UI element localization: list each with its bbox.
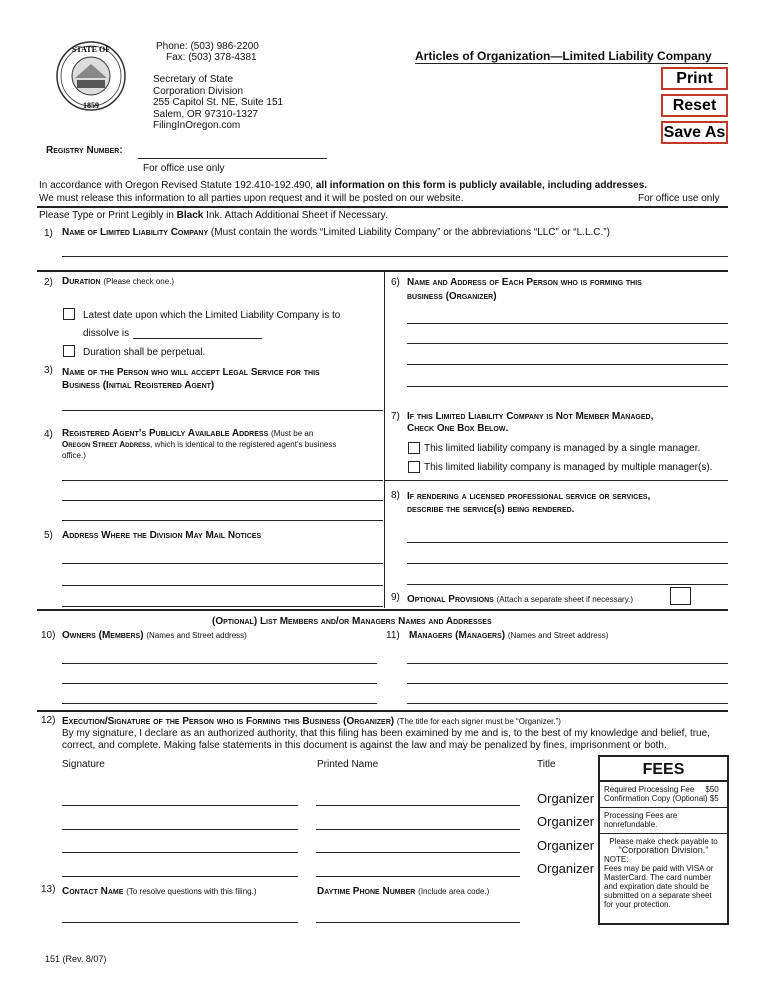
fee-nonrefundable: Processing Fees are nonrefundable. [600,807,727,829]
s3-number: 3) [44,365,53,376]
organizer-title-2: Organizer [537,814,595,829]
fee-note: Fees may be paid with VISA or MasterCard. The card number and expiration date should be submitted on a separate sheet for your protection. [604,864,714,909]
multiple-managers-checkbox[interactable] [408,461,420,473]
agency-line: 255 Capitol St. NE, Suite 151 [153,97,284,108]
phone-block [156,41,259,63]
s12-number: 12) [41,715,56,726]
s2-number: 2) [44,277,53,288]
registered-agent-name-field[interactable] [62,410,383,411]
s11-number: 11) [386,630,400,641]
s5-heading: Address Where the Division May Mail Notices [62,530,262,541]
s12-heading: Execution/Signature of the Person who is Forming this Business (Organizer) (The title for each signer must be “Organizer.”) [62,716,561,727]
optional-provisions-checkbox[interactable] [670,587,691,605]
owner-line-2[interactable] [62,683,377,684]
s2-opt1b: dissolve is [83,328,130,339]
s9-number: 9) [391,592,400,603]
dissolve-date-field[interactable] [133,338,262,339]
single-manager-checkbox[interactable] [408,442,420,454]
public-notice: In accordance with Oregon Revised Statute 192.410-192.490, all information on this form is publicly available, including addresses. [39,180,648,191]
s4-number: 4) [44,429,53,440]
perpetual-checkbox[interactable] [63,345,75,357]
s3-heading: Name of the Person who will accept Legal Service for this Business (Initial Registered Agent) [62,367,320,391]
s10-heading: Owners (Members) (Names and Street address) [62,630,247,641]
s6-number: 6) [391,277,400,288]
signature-line-2[interactable] [62,829,298,830]
instructions: Please Type or Print Legibly in Black Ink. Attach Additional Sheet if Necessary. [39,210,388,221]
s1-number: 1) [44,228,53,239]
svg-text:1859: 1859 [83,101,99,110]
agency-line: Salem, OR 97310-1327 [153,108,259,120]
fee-note-label: NOTE: [604,855,629,864]
s10-number: 10) [41,630,56,641]
s8-number: 8) [391,490,400,501]
form-revision: 151 (Rev. 8/07) [45,954,107,964]
s13-phone-heading: Daytime Phone Number (Include area code.) [317,886,490,897]
service-line-3[interactable] [407,584,728,585]
fees-box [598,755,729,925]
agent-address-line-3[interactable] [62,520,383,521]
registry-label: Registry Number: [46,145,123,156]
signature-line-4[interactable] [62,876,298,877]
latest-date-checkbox[interactable] [63,308,75,320]
s2-heading: Duration (Please check one.) [62,276,175,287]
service-line-1[interactable] [407,542,728,543]
s5-number: 5) [44,530,53,541]
form-title: Articles of Organization—Limited Liability Company [415,49,712,63]
manager-line-2[interactable] [407,683,728,684]
reset-button[interactable]: Reset [661,94,728,117]
manager-line-3[interactable] [407,703,728,704]
s1-heading: Name of Limited Liability Company (Must contain the words “Limited Liability Company” or the abbreviations “LLC” or “L.L.C.”) [62,227,610,238]
release-notice: We must release this information to all parties upon request and it will be posted on our website. [39,193,464,204]
fee-payee: “Corporation Division.” [618,845,709,855]
svg-text:STATE OF: STATE OF [71,45,111,54]
printed-name-line-2[interactable] [316,829,520,830]
fee-confirmation: Confirmation Copy (Optional) $5 [604,794,719,803]
state-seal [55,36,127,116]
printed-name-line-1[interactable] [316,805,520,806]
optional-heading: (Optional) List Members and/or Managers Names and Addresses [212,616,492,627]
s9-heading: Optional Provisions (Attach a separate sheet if necessary.) [407,594,633,605]
organizer-title-1: Organizer [537,791,595,806]
daytime-phone-field[interactable] [316,922,520,923]
organizer-line-3[interactable] [407,364,728,365]
s4-heading: Registered Agent’s Publicly Available Address (Must be an Oregon Street Address, which is identical to the registered agent’s business office.) [62,428,337,460]
print-button[interactable]: Print [661,67,728,90]
s2-opt1a: Latest date upon which the Limited Liability Company is to [83,310,341,321]
agent-address-line-2[interactable] [62,500,383,501]
organizer-title-4: Organizer [537,861,595,876]
agency-line: Corporation Division [153,85,244,97]
mail-address-line-1[interactable] [62,563,383,564]
manager-line-1[interactable] [407,663,728,664]
fee-payable: Please make check payable to [600,833,727,846]
printed-name-line-3[interactable] [316,852,520,853]
organizer-line-2[interactable] [407,343,728,344]
s7-heading: If this Limited Liability Company is Not Member Managed, Check One Box Below. [407,411,654,434]
s7-opt2: This limited liability company is managed by multiple manager(s). [424,462,713,473]
organizer-title-3: Organizer [537,838,595,853]
fax: Fax: (503) 378-4381 [166,52,257,63]
printed-name-line-4[interactable] [316,876,520,877]
declaration: By my signature, I declare as an authorized authority, that this filing has been examined by me and is, to the best of my knowledge and belief, true, correct, and complete. Making false statements in this document is against the law and may be penalized by fines, imprisonment or both. [62,728,710,751]
organizer-line-4[interactable] [407,386,728,387]
llc-name-field[interactable] [62,256,728,257]
mail-address-line-3[interactable] [62,606,383,607]
agent-address-line-1[interactable] [62,480,383,481]
office-use-note: For office use only [143,163,225,174]
signature-col: Signature [62,759,105,770]
registry-number-field[interactable] [138,158,327,159]
signature-line-3[interactable] [62,852,298,853]
s13-number: 13) [41,884,56,895]
agency-address [153,74,283,132]
mail-address-line-2[interactable] [62,585,383,586]
s6-heading: Name and Address of Each Person who is forming this business (Organizer) [407,277,642,302]
printed-name-col: Printed Name [317,759,379,770]
title-col: Title [537,759,556,770]
s7-number: 7) [391,411,400,422]
s11-heading: Managers (Managers) (Names and Street address) [409,630,609,641]
contact-name-field[interactable] [62,922,298,923]
fee-processing: Required Processing Fee $50 [604,785,719,794]
service-line-2[interactable] [407,563,728,564]
organizer-line-1[interactable] [407,323,728,324]
office-use-right: For office use only [638,193,720,204]
owner-line-3[interactable] [62,703,377,704]
s2-opt2: Duration shall be perpetual. [83,347,206,358]
signature-line-1[interactable] [62,805,298,806]
s8-heading: If rendering a licensed professional service or services, describe the service(s) being rendered. [407,491,651,515]
s13-heading: Contact Name (To resolve questions with this filing.) [62,886,257,897]
s7-opt1: This limited liability company is managed by a single manager. [424,443,701,454]
agency-line: Secretary of State [153,74,234,85]
owner-line-1[interactable] [62,663,377,664]
agency-line: FilingInOregon.com [153,120,241,131]
phone: Phone: (503) 986-2200 [156,41,259,52]
save-as-button[interactable]: Save As [661,121,728,144]
fees-title: FEES [600,757,727,782]
